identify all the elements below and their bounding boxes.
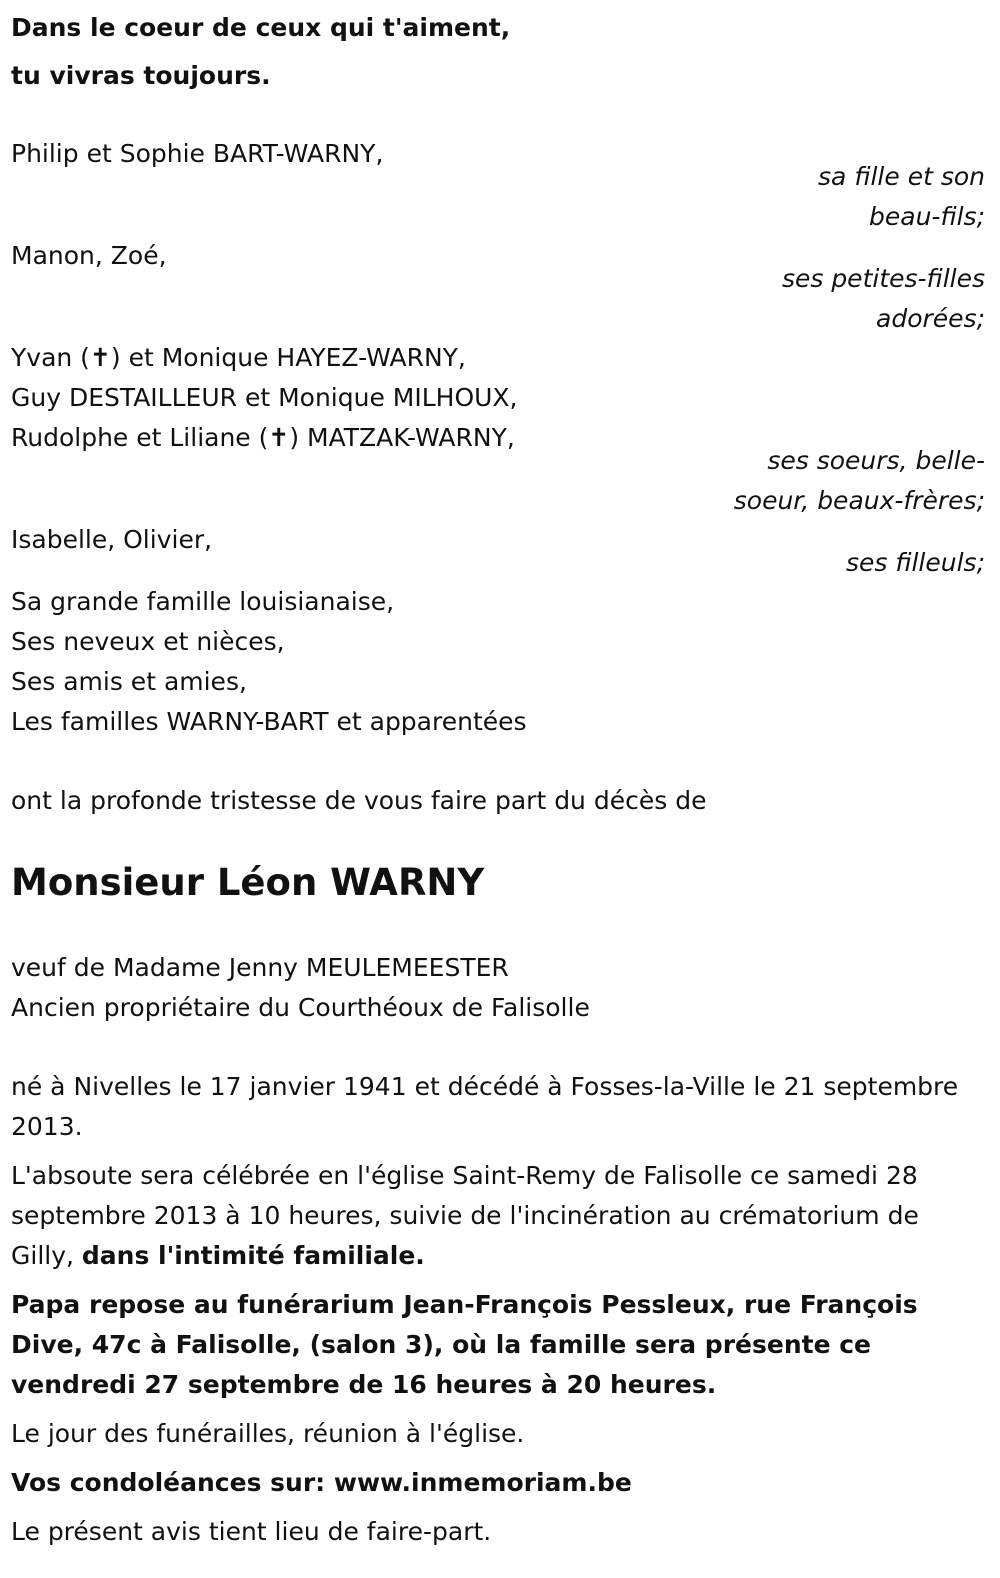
deceased-name: Monsieur Léon WARNY — [11, 861, 485, 904]
relation-line: adorées; — [876, 304, 985, 333]
family-relation-2 — [782, 259, 985, 339]
epigraph — [11, 8, 510, 96]
funerarium-info: Papa repose au funérarium Jean-François Pessleux, rue François Dive, 47c à Falisolle, (salon 3), où la famille sera présente ce vendredi 27 septembre de 16 heures à 20 heures. — [11, 1290, 918, 1399]
relation-line: beau-fils; — [869, 202, 985, 231]
family-names-2 — [11, 236, 167, 276]
epigraph-line-2: tu vivras toujours. — [11, 61, 271, 90]
announcement: ont la profonde tristesse de vous faire part du décès de — [11, 786, 707, 815]
family-relation-1 — [818, 157, 985, 237]
birth-death: né à Nivelles le 17 janvier 1941 et décédé à Fosses-la-Ville le 21 septembre 2013. — [11, 1072, 959, 1141]
family-name: Philip et Sophie BART-WARNY, — [11, 139, 384, 168]
ceremony-text: L'absoute sera célébrée en l'église Saint-Remy de Falisolle ce samedi 28 septembre 2013 à 10 heures, suivie de l'incinération au crématorium de Gilly, — [11, 1161, 919, 1270]
other-relative: Ses amis et amies, — [11, 667, 247, 696]
epigraph-line-1: Dans le coeur de ceux qui t'aiment, — [11, 13, 511, 42]
relation-line: sa fille et son — [818, 162, 985, 191]
family-relation-4 — [846, 543, 985, 583]
other-relative: Ses neveux et nièces, — [11, 627, 285, 656]
other-relatives — [11, 582, 527, 742]
family-names-3 — [11, 338, 518, 458]
closing-note: Le présent avis tient lieu de faire-part. — [11, 1517, 492, 1546]
family-name: Isabelle, Olivier, — [11, 525, 213, 554]
family-names-1 — [11, 134, 383, 174]
family-name: Rudolphe et Liliane (✝) MATZAK-WARNY, — [11, 423, 515, 452]
ceremony — [11, 1156, 986, 1276]
relation-line: ses soeurs, belle- — [767, 446, 985, 475]
detail-line: veuf de Madame Jenny MEULEMEESTER — [11, 953, 509, 982]
relation-line: soeur, beaux-frères; — [733, 486, 985, 515]
other-relative: Les familles WARNY-BART et apparentées — [11, 707, 527, 736]
detail-line: Ancien propriétaire du Courthéoux de Falisolle — [11, 993, 590, 1022]
relation-line: ses petites-filles — [781, 264, 985, 293]
ceremony-privacy: dans l'intimité familiale. — [81, 1241, 425, 1270]
meeting-info: Le jour des funérailles, réunion à l'église. — [11, 1419, 525, 1448]
family-names-4 — [11, 520, 212, 560]
family-name: Manon, Zoé, — [11, 241, 167, 270]
family-relation-3 — [734, 441, 985, 521]
relation-line: ses filleuls; — [845, 548, 985, 577]
family-name: Guy DESTAILLEUR et Monique MILHOUX, — [11, 383, 518, 412]
other-relative: Sa grande famille louisianaise, — [11, 587, 395, 616]
deceased-details — [11, 948, 590, 1028]
condolences-info: Vos condoléances sur: www.inmemoriam.be — [11, 1468, 632, 1497]
family-name: Yvan (✝) et Monique HAYEZ-WARNY, — [11, 343, 466, 372]
